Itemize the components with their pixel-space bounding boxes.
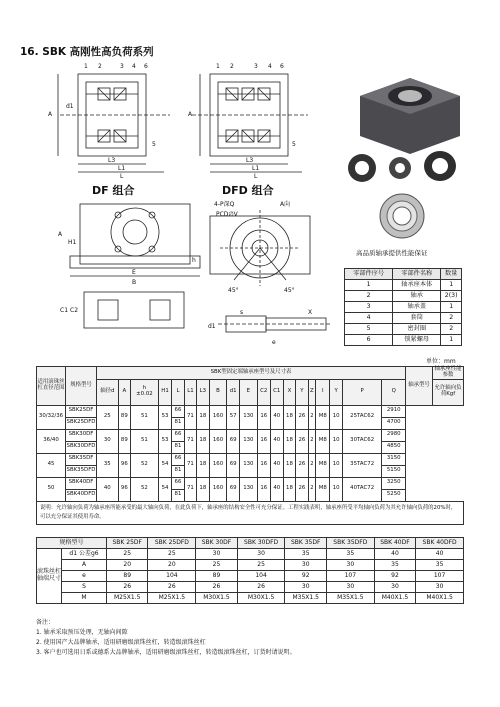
table-cell: 81 — [172, 441, 184, 453]
table-cell: 2 — [308, 477, 315, 501]
table-cell: SBK25DFD — [66, 417, 97, 429]
table-cell: 规格型号 — [66, 367, 97, 406]
table-cell: 允许轴向负荷Kgf — [433, 379, 464, 405]
drawing-label: X — [308, 309, 313, 316]
table-cell: 2 — [441, 313, 462, 324]
dimension-table — [36, 366, 464, 525]
table-cell: 16 — [257, 429, 270, 453]
table-cell: M8 — [316, 405, 330, 429]
drawing-label: L3 — [108, 157, 116, 164]
table-cell: 1 — [441, 335, 462, 346]
table-cell: 30 — [196, 549, 237, 560]
table-cell: 66 — [172, 453, 184, 465]
table-cell: e — [62, 571, 107, 582]
table-cell: 20 — [148, 560, 196, 571]
drawing-label: e — [272, 339, 276, 346]
table-cell: 69 — [227, 453, 239, 477]
table-cell: 51 — [131, 429, 159, 453]
table-cell: 锁紧螺母 — [393, 335, 441, 346]
note-item: 2. 使用国产大品牌轴承，适用研磨级滚珠丝杠，转造级滚珠丝杠 — [36, 639, 206, 646]
table-cell: 26 — [296, 477, 308, 501]
table-cell: SBK30DF — [66, 429, 97, 441]
table-cell: 54 — [158, 477, 171, 501]
drawing-label: 4-P深Q — [214, 201, 235, 208]
table-row — [345, 324, 462, 335]
table-cell: 零部件名称 — [393, 269, 441, 280]
drawing-label: L1 — [118, 165, 126, 172]
drawing-label: PCD∅V — [216, 211, 238, 218]
table-cell: 89 — [196, 571, 237, 582]
table-cell: M35X1.5 — [326, 593, 374, 604]
table-row — [345, 313, 462, 324]
table-cell: 81 — [172, 417, 184, 429]
table-cell: 66 — [172, 477, 184, 489]
dfd-caption: DFD 组合 — [222, 184, 274, 197]
table-cell: 25 — [148, 549, 196, 560]
table-cell: 107 — [416, 571, 464, 582]
drawing-label: h — [192, 257, 196, 264]
table-cell: 25 — [196, 560, 237, 571]
table-cell: 18 — [283, 453, 295, 477]
table-cell: 40 — [97, 477, 119, 501]
table-cell: Z — [308, 379, 315, 405]
table-cell: 3 — [345, 302, 393, 313]
table-cell: 30 — [285, 582, 326, 593]
drawing-label: H1 — [68, 239, 77, 246]
table-cell: 2980 — [382, 429, 406, 441]
table-cell: 规格型号 — [37, 538, 107, 549]
table-cell: 26 — [107, 582, 148, 593]
table-cell: 30/32/36 — [37, 405, 66, 429]
table-cell: L3 — [197, 379, 209, 405]
table-cell: 40 — [270, 429, 283, 453]
table-cell: 160 — [209, 453, 227, 477]
table-cell: 10 — [330, 429, 342, 453]
table-cell: 89 — [107, 571, 148, 582]
table-cell: SBK25DF — [66, 405, 97, 417]
table-cell: 130 — [239, 405, 257, 429]
table-cell: SBK35DFD — [66, 465, 97, 477]
table-cell: 40 — [416, 549, 464, 560]
drawing-label: L1 — [252, 165, 260, 172]
table-cell: E — [239, 379, 257, 405]
table-cell: 5250 — [382, 489, 406, 501]
table-cell: 71 — [184, 429, 196, 453]
table-cell: C1 — [270, 379, 283, 405]
table-cell: 51 — [131, 405, 159, 429]
table-cell: 30 — [374, 582, 415, 593]
table-cell: 密封圈 — [393, 324, 441, 335]
table-cell: M8 — [316, 453, 330, 477]
table-cell: 4850 — [382, 441, 406, 453]
table-row — [345, 302, 462, 313]
table-cell: 130 — [239, 453, 257, 477]
table-cell: 5 — [345, 324, 393, 335]
table-cell: 26 — [296, 429, 308, 453]
table-cell: 轴承座本体 — [393, 280, 441, 291]
table-cell: 40 — [374, 549, 415, 560]
table-cell: 30 — [326, 560, 374, 571]
table-cell: 轴承座性能参数 — [433, 367, 464, 380]
table-cell: 35 — [285, 549, 326, 560]
drawing-label: L3 — [246, 157, 254, 164]
table-cell: 1 — [441, 302, 462, 313]
table-cell: 10 — [330, 405, 342, 429]
drawing-label: 3 — [254, 63, 258, 70]
table-cell: 45 — [37, 453, 66, 477]
table-cell: 81 — [172, 489, 184, 501]
drawing-label: E — [132, 269, 136, 276]
table-cell: 89 — [118, 429, 130, 453]
table-cell: 26 — [148, 582, 196, 593]
table-cell: 轴承型号 — [406, 367, 433, 406]
table-cell: SBK 30DFD — [237, 538, 285, 549]
table-cell: 26 — [237, 582, 285, 593]
table-cell: 50 — [37, 477, 66, 501]
page-title: 16. SBK 高刚性高负荷系列 — [20, 46, 154, 58]
table-cell: 40 — [270, 405, 283, 429]
table-cell: M25X1.5 — [148, 593, 196, 604]
table-cell: 轴承 — [393, 291, 441, 302]
table-row — [37, 593, 464, 604]
table-cell: M8 — [316, 429, 330, 453]
table-cell: 54 — [158, 453, 171, 477]
table-row — [37, 405, 464, 417]
table-cell: 66 — [172, 405, 184, 417]
table-row — [37, 429, 464, 441]
table-row — [345, 291, 462, 302]
df-caption: DF 组合 — [92, 184, 135, 197]
table-cell: d1 — [227, 379, 239, 405]
table-cell: 35 — [416, 560, 464, 571]
table-cell: 18 — [197, 429, 209, 453]
table-cell: 18 — [283, 477, 295, 501]
table-cell: 零部件序号 — [345, 269, 393, 280]
drawing-label: A向 — [280, 201, 291, 208]
table-cell: A — [118, 379, 130, 405]
table-cell: 35 — [97, 453, 119, 477]
table-cell: A — [62, 560, 107, 571]
table-cell: 25 — [97, 405, 119, 429]
table-cell: 3150 — [382, 453, 406, 465]
table-cell: 2 — [345, 291, 393, 302]
notes — [36, 618, 296, 658]
table-cell: 18 — [197, 453, 209, 477]
table-cell: 40 — [270, 453, 283, 477]
photo-caption: 高品质轴承提供性能保证 — [356, 249, 428, 257]
table-cell: SBK 25DF — [107, 538, 148, 549]
table-cell: SBK 25DFD — [148, 538, 196, 549]
table-cell: 81 — [172, 465, 184, 477]
table-cell: 69 — [227, 429, 239, 453]
drawing-label: s — [240, 309, 244, 316]
table-cell: 57 — [227, 405, 239, 429]
table-cell: 104 — [237, 571, 285, 582]
table-cell: M40X1.5 — [374, 593, 415, 604]
product-photos — [340, 56, 480, 256]
table-cell: 35 — [374, 560, 415, 571]
drawing-label: C1 — [60, 307, 69, 314]
table-cell: M25X1.5 — [107, 593, 148, 604]
notes-header: 备注： — [36, 619, 55, 626]
table-cell: L1 — [184, 379, 196, 405]
table-cell: 18 — [197, 477, 209, 501]
table-cell: 25 — [107, 549, 148, 560]
table-row — [37, 582, 464, 593]
table-cell: 53 — [158, 405, 171, 429]
table-row — [345, 335, 462, 346]
table-cell: 52 — [131, 477, 159, 501]
drawing-label: C2 — [70, 307, 79, 314]
table-cell: 160 — [209, 477, 227, 501]
table-cell: 53 — [158, 429, 171, 453]
table-cell: P — [342, 379, 382, 405]
table-cell: 71 — [184, 477, 196, 501]
front-view-drawings — [40, 196, 330, 346]
drawing-label: 3 — [120, 63, 124, 70]
table-cell: 40TAC72 — [342, 477, 382, 501]
drawing-label: A — [188, 111, 193, 118]
table-cell: H1 — [158, 379, 171, 405]
table-cell: SBK 30DF — [196, 538, 237, 549]
table-cell: Q — [382, 379, 406, 405]
table-cell: 71 — [184, 405, 196, 429]
table-cell: 40 — [270, 477, 283, 501]
table-cell: 25 — [237, 560, 285, 571]
table-cell: 35TAC72 — [342, 453, 382, 477]
parts-table — [344, 268, 462, 346]
table-cell: 2910 — [382, 405, 406, 417]
table-cell: 69 — [227, 477, 239, 501]
table-cell: 5150 — [382, 465, 406, 477]
drawing-label: A — [48, 111, 53, 118]
drawing-label: 6 — [144, 63, 148, 70]
bearing-housing-photo — [360, 78, 460, 154]
drawing-label: 6 — [280, 63, 284, 70]
bearing-photo — [380, 194, 424, 238]
table-cell: 26 — [296, 453, 308, 477]
drawing-label: A — [58, 231, 63, 238]
lock-nut-photos — [348, 151, 456, 182]
table-cell: SBK30DFD — [66, 441, 97, 453]
table-cell: SBK型固定端轴承座型号及尺寸表 — [97, 367, 406, 380]
table-cell: 30TAC62 — [342, 429, 382, 453]
note-item: 3. 客户也可选用日系或德系大品牌轴承，适用研磨级滚珠丝杠，转造级滚珠丝杠，订货时请说明。 — [36, 649, 296, 656]
table-cell: 10 — [330, 453, 342, 477]
table-cell: SBK40DFD — [66, 489, 97, 501]
table-cell: 轴承盖 — [393, 302, 441, 313]
shaft-end-table — [36, 537, 464, 604]
drawing-label: d1 — [208, 323, 216, 330]
table-cell: 1 — [441, 280, 462, 291]
table-cell: 30 — [416, 582, 464, 593]
table-cell: SBK 40DF — [374, 538, 415, 549]
table-cell: 套筒 — [393, 313, 441, 324]
table-cell: I — [316, 379, 330, 405]
table-cell: 160 — [209, 429, 227, 453]
table-cell: 107 — [326, 571, 374, 582]
table-cell: 30 — [326, 582, 374, 593]
table-cell: SBK 40DFD — [416, 538, 464, 549]
table-cell: 6 — [345, 335, 393, 346]
drawing-label: 1 — [84, 63, 88, 70]
table-cell: SBK40DF — [66, 477, 97, 489]
table-cell: L — [172, 379, 184, 405]
table-cell: 96 — [118, 477, 130, 501]
table-cell: 130 — [239, 477, 257, 501]
table-cell: 16 — [257, 405, 270, 429]
table-cell: 2(3) — [441, 291, 462, 302]
table-cell: SBK 35DFD — [326, 538, 374, 549]
table-cell: 轴径d — [97, 379, 119, 405]
table-cell: 4700 — [382, 417, 406, 429]
table-cell: 18 — [283, 429, 295, 453]
table-cell: 3250 — [382, 477, 406, 489]
table-cell: C2 — [257, 379, 270, 405]
drawing-label: 1 — [216, 63, 220, 70]
table-cell: 66 — [172, 429, 184, 441]
table-cell: 30 — [97, 429, 119, 453]
table-cell: X — [283, 379, 295, 405]
drawing-label: L — [254, 173, 258, 178]
table-cell: d1 公差g6 — [62, 549, 107, 560]
table-cell: 130 — [239, 429, 257, 453]
table-cell: 18 — [283, 405, 295, 429]
table-cell: SBK35DF — [66, 453, 97, 465]
table-row — [37, 549, 464, 560]
drawing-label: 45° — [228, 287, 239, 294]
table-cell: S — [62, 582, 107, 593]
drawing-label: d1 — [66, 103, 74, 110]
table-cell: 2 — [441, 324, 462, 335]
table-cell: Y — [296, 379, 308, 405]
table-cell: M35X1.5 — [285, 593, 326, 604]
unit-label: 单位：mm — [426, 358, 456, 365]
table-cell: Y — [330, 379, 342, 405]
table-cell: 数量 — [441, 269, 462, 280]
table-cell: 35 — [326, 549, 374, 560]
table-cell: 26 — [296, 405, 308, 429]
table-note: 说明：允许轴向负荷为轴承座所能承受的最大轴向负荷，在此负荷下，轴承座的结构安全性可充分保证。工程实践表明，轴承座所受平均轴向负荷为其允许轴向负荷的20%时，可以充分保证其使用寿命。 — [37, 501, 464, 524]
table-cell: M — [62, 593, 107, 604]
table-cell: 96 — [118, 453, 130, 477]
drawing-label: B — [132, 279, 137, 286]
table-cell: 1 — [345, 280, 393, 291]
note-item: 1. 轴承采取预压处理，无轴向间隙 — [36, 629, 128, 636]
table-cell: 10 — [330, 477, 342, 501]
table-cell: 适用滚珠丝杠直径范围 — [37, 367, 66, 406]
table-cell: 滚珠丝杠轴端尺寸 — [37, 549, 62, 604]
drawing-label: 2 — [98, 63, 102, 70]
table-cell: 92 — [374, 571, 415, 582]
table-cell: 16 — [257, 453, 270, 477]
table-cell: 36/40 — [37, 429, 66, 453]
table-cell: 2 — [308, 429, 315, 453]
table-cell: M8 — [316, 477, 330, 501]
table-cell: 92 — [285, 571, 326, 582]
drawing-label: 4 — [132, 63, 136, 70]
table-cell: 104 — [148, 571, 196, 582]
table-cell: 160 — [209, 405, 227, 429]
drawing-label: 2 — [230, 63, 234, 70]
table-cell: 25TAC62 — [342, 405, 382, 429]
table-row — [37, 477, 464, 489]
table-cell: 18 — [197, 405, 209, 429]
table-cell: M30X1.5 — [237, 593, 285, 604]
table-cell: 20 — [107, 560, 148, 571]
table-cell: M30X1.5 — [196, 593, 237, 604]
table-cell: 16 — [257, 477, 270, 501]
table-cell: 30 — [237, 549, 285, 560]
table-row — [37, 453, 464, 465]
table-cell: M40X1.5 — [416, 593, 464, 604]
table-cell: h ±0.02 — [131, 379, 159, 405]
table-cell: SBK 35DF — [285, 538, 326, 549]
table-cell: 52 — [131, 453, 159, 477]
drawing-label: 4 — [268, 63, 272, 70]
drawing-label: 45° — [284, 287, 295, 294]
table-cell: B — [209, 379, 227, 405]
table-cell: 30 — [285, 560, 326, 571]
table-row — [37, 571, 464, 582]
drawing-label: 5 — [152, 141, 156, 148]
table-row — [345, 280, 462, 291]
table-cell: 89 — [118, 405, 130, 429]
table-cell: 4 — [345, 313, 393, 324]
table-cell: 71 — [184, 453, 196, 477]
table-row — [37, 560, 464, 571]
table-cell: 26 — [196, 582, 237, 593]
cross-section-drawings — [40, 58, 310, 178]
table-cell: 2 — [308, 405, 315, 429]
drawing-label: 5 — [292, 141, 296, 148]
table-cell: 2 — [308, 453, 315, 477]
drawing-label: L — [120, 173, 124, 178]
